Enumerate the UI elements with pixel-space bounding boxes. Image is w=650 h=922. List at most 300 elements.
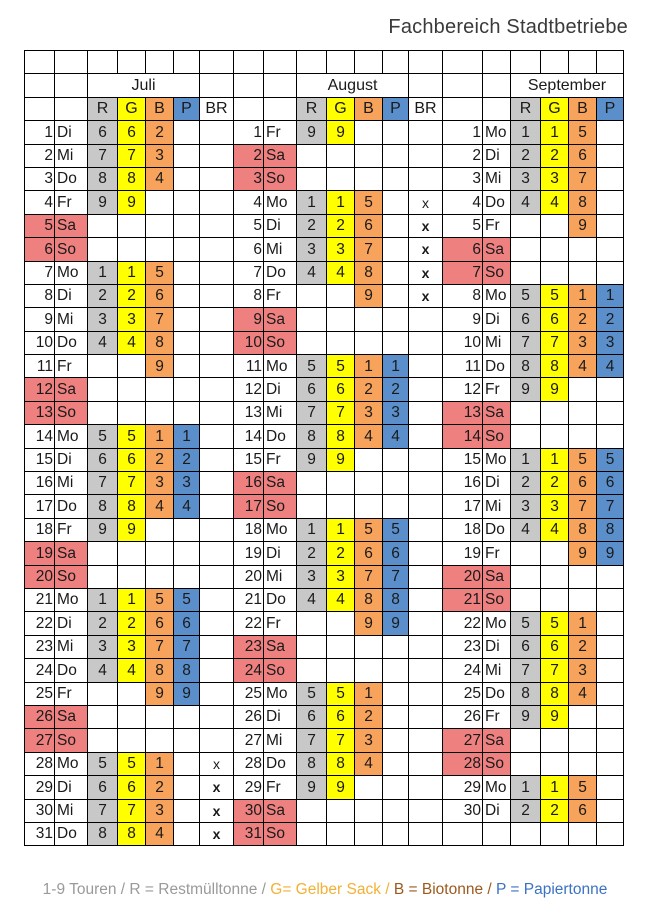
day-number: 1 bbox=[234, 121, 264, 144]
tour-g: 3 bbox=[118, 635, 146, 658]
day-number: 3 bbox=[25, 167, 55, 190]
day-row bbox=[25, 121, 624, 144]
month-name: September bbox=[511, 74, 624, 97]
tour-g: 3 bbox=[327, 238, 355, 261]
tour-g: 3 bbox=[118, 308, 146, 331]
tour-r: 9 bbox=[297, 121, 327, 144]
day-number: 30 bbox=[25, 799, 55, 822]
empty-cell bbox=[234, 74, 264, 97]
br-mark bbox=[409, 682, 443, 705]
tour-g: 5 bbox=[118, 752, 146, 775]
day-number: 29 bbox=[443, 776, 483, 799]
weekday: Mo bbox=[55, 425, 88, 448]
day-number: 3 bbox=[234, 167, 264, 190]
day-number: 21 bbox=[234, 588, 264, 611]
tour-p: 9 bbox=[383, 612, 409, 635]
tour-r: 5 bbox=[297, 682, 327, 705]
tour-g: 8 bbox=[327, 752, 355, 775]
tour-p: 5 bbox=[597, 448, 624, 471]
weekday: Di bbox=[55, 121, 88, 144]
tour-b: 5 bbox=[569, 121, 597, 144]
tour-p bbox=[174, 518, 200, 541]
tour-g: 6 bbox=[118, 776, 146, 799]
br-mark bbox=[200, 425, 234, 448]
tour-g bbox=[327, 659, 355, 682]
tour-r: 3 bbox=[297, 238, 327, 261]
header-br: BR bbox=[409, 97, 443, 120]
tour-b bbox=[146, 729, 174, 752]
br-mark bbox=[409, 425, 443, 448]
tour-b: 9 bbox=[146, 682, 174, 705]
tour-b: 7 bbox=[355, 565, 383, 588]
empty-cell bbox=[541, 822, 569, 845]
empty-cell bbox=[511, 822, 541, 845]
day-number: 27 bbox=[234, 729, 264, 752]
tour-g: 6 bbox=[118, 448, 146, 471]
day-number: 6 bbox=[234, 238, 264, 261]
tour-b bbox=[355, 776, 383, 799]
br-mark bbox=[409, 355, 443, 378]
tour-p: 2 bbox=[174, 448, 200, 471]
tour-g: 7 bbox=[118, 472, 146, 495]
empty-cell bbox=[443, 97, 483, 120]
tour-g bbox=[118, 401, 146, 424]
tour-g: 7 bbox=[327, 729, 355, 752]
tour-p: 1 bbox=[174, 425, 200, 448]
empty-cell bbox=[88, 51, 118, 74]
tour-p bbox=[383, 261, 409, 284]
day-number: 18 bbox=[234, 518, 264, 541]
day-row bbox=[25, 542, 624, 565]
day-number: 7 bbox=[25, 261, 55, 284]
day-number: 24 bbox=[25, 659, 55, 682]
tour-p bbox=[383, 121, 409, 144]
tour-b: 8 bbox=[146, 331, 174, 354]
empty-cell bbox=[383, 51, 409, 74]
tour-g: 4 bbox=[541, 518, 569, 541]
weekday: Fr bbox=[55, 355, 88, 378]
weekday: Mi bbox=[55, 635, 88, 658]
tour-p bbox=[383, 822, 409, 845]
br-mark: x bbox=[409, 214, 443, 237]
day-number: 20 bbox=[25, 565, 55, 588]
tour-g: 8 bbox=[118, 495, 146, 518]
tour-g bbox=[327, 822, 355, 845]
tour-r: 6 bbox=[511, 635, 541, 658]
weekday: Mi bbox=[55, 799, 88, 822]
weekday: Mo bbox=[55, 588, 88, 611]
tour-r bbox=[297, 144, 327, 167]
tour-r bbox=[297, 822, 327, 845]
empty-cell bbox=[409, 74, 443, 97]
tour-b bbox=[355, 822, 383, 845]
weekday: So bbox=[55, 565, 88, 588]
empty-cell bbox=[55, 74, 88, 97]
weekday: Fr bbox=[483, 378, 511, 401]
weekday: Fr bbox=[264, 612, 297, 635]
day-number: 26 bbox=[443, 705, 483, 728]
weekday: Mi bbox=[55, 472, 88, 495]
tour-r: 4 bbox=[88, 659, 118, 682]
tour-r: 1 bbox=[511, 776, 541, 799]
day-number: 13 bbox=[234, 401, 264, 424]
day-number: 25 bbox=[25, 682, 55, 705]
month-name-row bbox=[25, 74, 624, 97]
day-number: 10 bbox=[443, 331, 483, 354]
tour-r: 9 bbox=[297, 776, 327, 799]
day-number: 14 bbox=[25, 425, 55, 448]
tour-b: 6 bbox=[146, 284, 174, 307]
tour-r bbox=[297, 331, 327, 354]
header-g: G bbox=[327, 97, 355, 120]
tour-p bbox=[383, 331, 409, 354]
day-number: 14 bbox=[443, 425, 483, 448]
br-mark bbox=[409, 542, 443, 565]
tour-g: 5 bbox=[327, 682, 355, 705]
weekday: Sa bbox=[264, 308, 297, 331]
day-number: 25 bbox=[443, 682, 483, 705]
tour-r: 5 bbox=[297, 355, 327, 378]
day-number: 9 bbox=[234, 308, 264, 331]
tour-g: 7 bbox=[541, 659, 569, 682]
weekday: Do bbox=[55, 659, 88, 682]
br-mark: x bbox=[200, 822, 234, 845]
weekday: So bbox=[483, 752, 511, 775]
tour-p bbox=[383, 776, 409, 799]
tour-g: 9 bbox=[327, 448, 355, 471]
tour-g: 2 bbox=[541, 144, 569, 167]
weekday: Fr bbox=[264, 121, 297, 144]
tour-r bbox=[297, 167, 327, 190]
tour-p bbox=[383, 705, 409, 728]
empty-cell bbox=[443, 74, 483, 97]
tour-r: 7 bbox=[297, 729, 327, 752]
tour-p: 5 bbox=[174, 588, 200, 611]
tour-g: 9 bbox=[327, 121, 355, 144]
header-p: P bbox=[597, 97, 624, 120]
tour-r bbox=[297, 495, 327, 518]
waste-collection-calendar bbox=[24, 50, 624, 846]
day-number: 29 bbox=[234, 776, 264, 799]
tour-r: 3 bbox=[297, 565, 327, 588]
day-row bbox=[25, 799, 624, 822]
day-number: 15 bbox=[443, 448, 483, 471]
weekday: Fr bbox=[264, 284, 297, 307]
weekday: Do bbox=[483, 191, 511, 214]
tour-p bbox=[174, 705, 200, 728]
header-b: B bbox=[146, 97, 174, 120]
day-row bbox=[25, 635, 624, 658]
br-mark: x bbox=[409, 261, 443, 284]
tour-p bbox=[597, 261, 624, 284]
tour-g: 1 bbox=[541, 121, 569, 144]
tour-b bbox=[146, 565, 174, 588]
tour-p: 6 bbox=[174, 612, 200, 635]
tour-g bbox=[541, 261, 569, 284]
empty-cell bbox=[483, 822, 511, 845]
empty-cell bbox=[597, 822, 624, 845]
weekday: Do bbox=[264, 425, 297, 448]
tour-g bbox=[118, 378, 146, 401]
tour-b: 7 bbox=[355, 238, 383, 261]
tour-p bbox=[597, 401, 624, 424]
tour-g: 7 bbox=[541, 331, 569, 354]
day-number: 17 bbox=[234, 495, 264, 518]
br-mark bbox=[200, 121, 234, 144]
br-mark bbox=[200, 635, 234, 658]
day-number: 2 bbox=[234, 144, 264, 167]
tour-p bbox=[174, 331, 200, 354]
tour-g bbox=[327, 635, 355, 658]
weekday: Di bbox=[483, 472, 511, 495]
tour-g: 2 bbox=[541, 472, 569, 495]
tour-b: 5 bbox=[146, 261, 174, 284]
tour-p bbox=[597, 682, 624, 705]
tour-b bbox=[146, 518, 174, 541]
day-number: 21 bbox=[25, 588, 55, 611]
day-number: 16 bbox=[234, 472, 264, 495]
tour-b bbox=[355, 331, 383, 354]
tour-r: 2 bbox=[297, 214, 327, 237]
day-number: 20 bbox=[234, 565, 264, 588]
tour-r bbox=[88, 401, 118, 424]
tour-b: 6 bbox=[569, 799, 597, 822]
tour-b bbox=[569, 238, 597, 261]
tour-g bbox=[327, 144, 355, 167]
tour-b: 3 bbox=[355, 729, 383, 752]
tour-b: 3 bbox=[569, 659, 597, 682]
tour-g: 9 bbox=[327, 776, 355, 799]
empty-cell bbox=[355, 51, 383, 74]
tour-g: 8 bbox=[118, 167, 146, 190]
empty-cell bbox=[569, 51, 597, 74]
br-mark bbox=[409, 752, 443, 775]
tour-r: 2 bbox=[511, 472, 541, 495]
tour-g: 1 bbox=[118, 261, 146, 284]
tour-g bbox=[118, 705, 146, 728]
weekday: Di bbox=[55, 776, 88, 799]
tour-p bbox=[383, 472, 409, 495]
tour-g bbox=[118, 355, 146, 378]
tour-b bbox=[569, 565, 597, 588]
tour-r bbox=[511, 752, 541, 775]
day-number: 31 bbox=[25, 822, 55, 845]
tour-p bbox=[383, 238, 409, 261]
day-row bbox=[25, 612, 624, 635]
tour-p: 1 bbox=[383, 355, 409, 378]
weekday: Mi bbox=[483, 659, 511, 682]
tour-p bbox=[597, 612, 624, 635]
tour-r: 5 bbox=[511, 284, 541, 307]
weekday: Di bbox=[483, 308, 511, 331]
br-mark bbox=[200, 659, 234, 682]
tour-p bbox=[597, 588, 624, 611]
tour-r bbox=[511, 588, 541, 611]
empty-cell bbox=[597, 51, 624, 74]
day-number: 12 bbox=[234, 378, 264, 401]
legend-biotonne: B = Biotonne / bbox=[393, 881, 497, 898]
empty-cell bbox=[327, 51, 355, 74]
month-name: August bbox=[297, 74, 409, 97]
day-number: 15 bbox=[25, 448, 55, 471]
tour-p bbox=[174, 191, 200, 214]
tour-r: 4 bbox=[511, 191, 541, 214]
day-number: 3 bbox=[443, 167, 483, 190]
header-r: R bbox=[297, 97, 327, 120]
tour-r: 9 bbox=[511, 378, 541, 401]
tour-b bbox=[569, 401, 597, 424]
tour-r: 1 bbox=[297, 191, 327, 214]
tour-r: 5 bbox=[88, 425, 118, 448]
tour-p: 3 bbox=[174, 472, 200, 495]
tour-p bbox=[597, 776, 624, 799]
tour-b: 7 bbox=[569, 167, 597, 190]
tour-g: 1 bbox=[118, 588, 146, 611]
weekday: Do bbox=[55, 822, 88, 845]
tour-b bbox=[569, 378, 597, 401]
tour-r: 6 bbox=[297, 378, 327, 401]
tour-g bbox=[327, 167, 355, 190]
header-br: BR bbox=[200, 97, 234, 120]
br-mark bbox=[200, 331, 234, 354]
tour-b: 7 bbox=[569, 495, 597, 518]
tour-g: 2 bbox=[327, 214, 355, 237]
tour-g bbox=[327, 799, 355, 822]
tour-b: 4 bbox=[146, 167, 174, 190]
day-number: 30 bbox=[234, 799, 264, 822]
day-number: 7 bbox=[234, 261, 264, 284]
tour-p: 8 bbox=[383, 588, 409, 611]
day-number: 10 bbox=[234, 331, 264, 354]
tour-p bbox=[597, 659, 624, 682]
br-mark bbox=[200, 472, 234, 495]
day-row bbox=[25, 565, 624, 588]
tour-p bbox=[174, 261, 200, 284]
tour-b: 2 bbox=[569, 308, 597, 331]
day-number: 31 bbox=[234, 822, 264, 845]
tour-b bbox=[355, 635, 383, 658]
legend bbox=[0, 881, 650, 899]
tour-g bbox=[541, 752, 569, 775]
tour-r bbox=[88, 238, 118, 261]
tour-b bbox=[146, 191, 174, 214]
br-mark bbox=[409, 612, 443, 635]
empty-cell bbox=[118, 51, 146, 74]
tour-r bbox=[297, 659, 327, 682]
tour-r: 7 bbox=[511, 331, 541, 354]
empty-cell bbox=[511, 51, 541, 74]
tour-r: 8 bbox=[88, 167, 118, 190]
tour-r: 1 bbox=[511, 448, 541, 471]
br-mark bbox=[200, 495, 234, 518]
weekday: Fr bbox=[483, 214, 511, 237]
tour-p bbox=[597, 752, 624, 775]
br-mark bbox=[200, 261, 234, 284]
tour-p bbox=[174, 729, 200, 752]
tour-g: 3 bbox=[541, 495, 569, 518]
empty-cell bbox=[174, 51, 200, 74]
tour-p: 1 bbox=[597, 284, 624, 307]
tour-p bbox=[174, 565, 200, 588]
br-mark bbox=[200, 378, 234, 401]
day-number: 5 bbox=[234, 214, 264, 237]
weekday: Mo bbox=[264, 191, 297, 214]
day-number: 27 bbox=[25, 729, 55, 752]
column-header-row bbox=[25, 97, 624, 120]
tour-r: 2 bbox=[88, 284, 118, 307]
tour-b: 9 bbox=[569, 542, 597, 565]
tour-r bbox=[88, 214, 118, 237]
tour-r: 6 bbox=[511, 308, 541, 331]
weekday: Do bbox=[483, 355, 511, 378]
tour-b: 3 bbox=[355, 401, 383, 424]
tour-g: 6 bbox=[327, 705, 355, 728]
tour-r bbox=[88, 378, 118, 401]
weekday: So bbox=[483, 588, 511, 611]
br-mark bbox=[409, 588, 443, 611]
empty-cell bbox=[483, 97, 511, 120]
tour-p bbox=[174, 355, 200, 378]
tour-b: 8 bbox=[355, 261, 383, 284]
weekday: Fr bbox=[55, 518, 88, 541]
tour-p bbox=[383, 682, 409, 705]
weekday: Do bbox=[55, 167, 88, 190]
weekday: Mo bbox=[483, 284, 511, 307]
tour-b bbox=[146, 705, 174, 728]
br-mark bbox=[409, 635, 443, 658]
tour-b: 2 bbox=[355, 378, 383, 401]
day-row bbox=[25, 776, 624, 799]
br-mark bbox=[409, 565, 443, 588]
tour-g: 5 bbox=[541, 612, 569, 635]
tour-b: 1 bbox=[355, 355, 383, 378]
day-number: 18 bbox=[25, 518, 55, 541]
weekday: Mi bbox=[483, 495, 511, 518]
tour-g: 1 bbox=[541, 776, 569, 799]
tour-r: 7 bbox=[88, 799, 118, 822]
tour-p bbox=[174, 214, 200, 237]
tour-r: 4 bbox=[297, 261, 327, 284]
weekday: Fr bbox=[264, 776, 297, 799]
tour-p bbox=[383, 284, 409, 307]
day-number: 10 bbox=[25, 331, 55, 354]
day-number: 29 bbox=[25, 776, 55, 799]
weekday: Mo bbox=[55, 261, 88, 284]
tour-p: 4 bbox=[383, 425, 409, 448]
day-number: 6 bbox=[443, 238, 483, 261]
tour-r: 5 bbox=[88, 752, 118, 775]
tour-r bbox=[297, 472, 327, 495]
weekday: Sa bbox=[55, 542, 88, 565]
tour-p bbox=[383, 635, 409, 658]
tour-p bbox=[597, 238, 624, 261]
tour-g: 8 bbox=[541, 682, 569, 705]
tour-b: 4 bbox=[355, 425, 383, 448]
empty-cell bbox=[541, 51, 569, 74]
tour-g: 6 bbox=[541, 635, 569, 658]
day-number: 16 bbox=[25, 472, 55, 495]
tour-b: 6 bbox=[355, 214, 383, 237]
tour-p bbox=[597, 635, 624, 658]
day-number: 13 bbox=[25, 401, 55, 424]
day-row bbox=[25, 308, 624, 331]
tour-p bbox=[174, 284, 200, 307]
br-mark bbox=[409, 144, 443, 167]
tour-b: 5 bbox=[146, 588, 174, 611]
empty-cell bbox=[264, 97, 297, 120]
day-row bbox=[25, 588, 624, 611]
day-number: 4 bbox=[443, 191, 483, 214]
